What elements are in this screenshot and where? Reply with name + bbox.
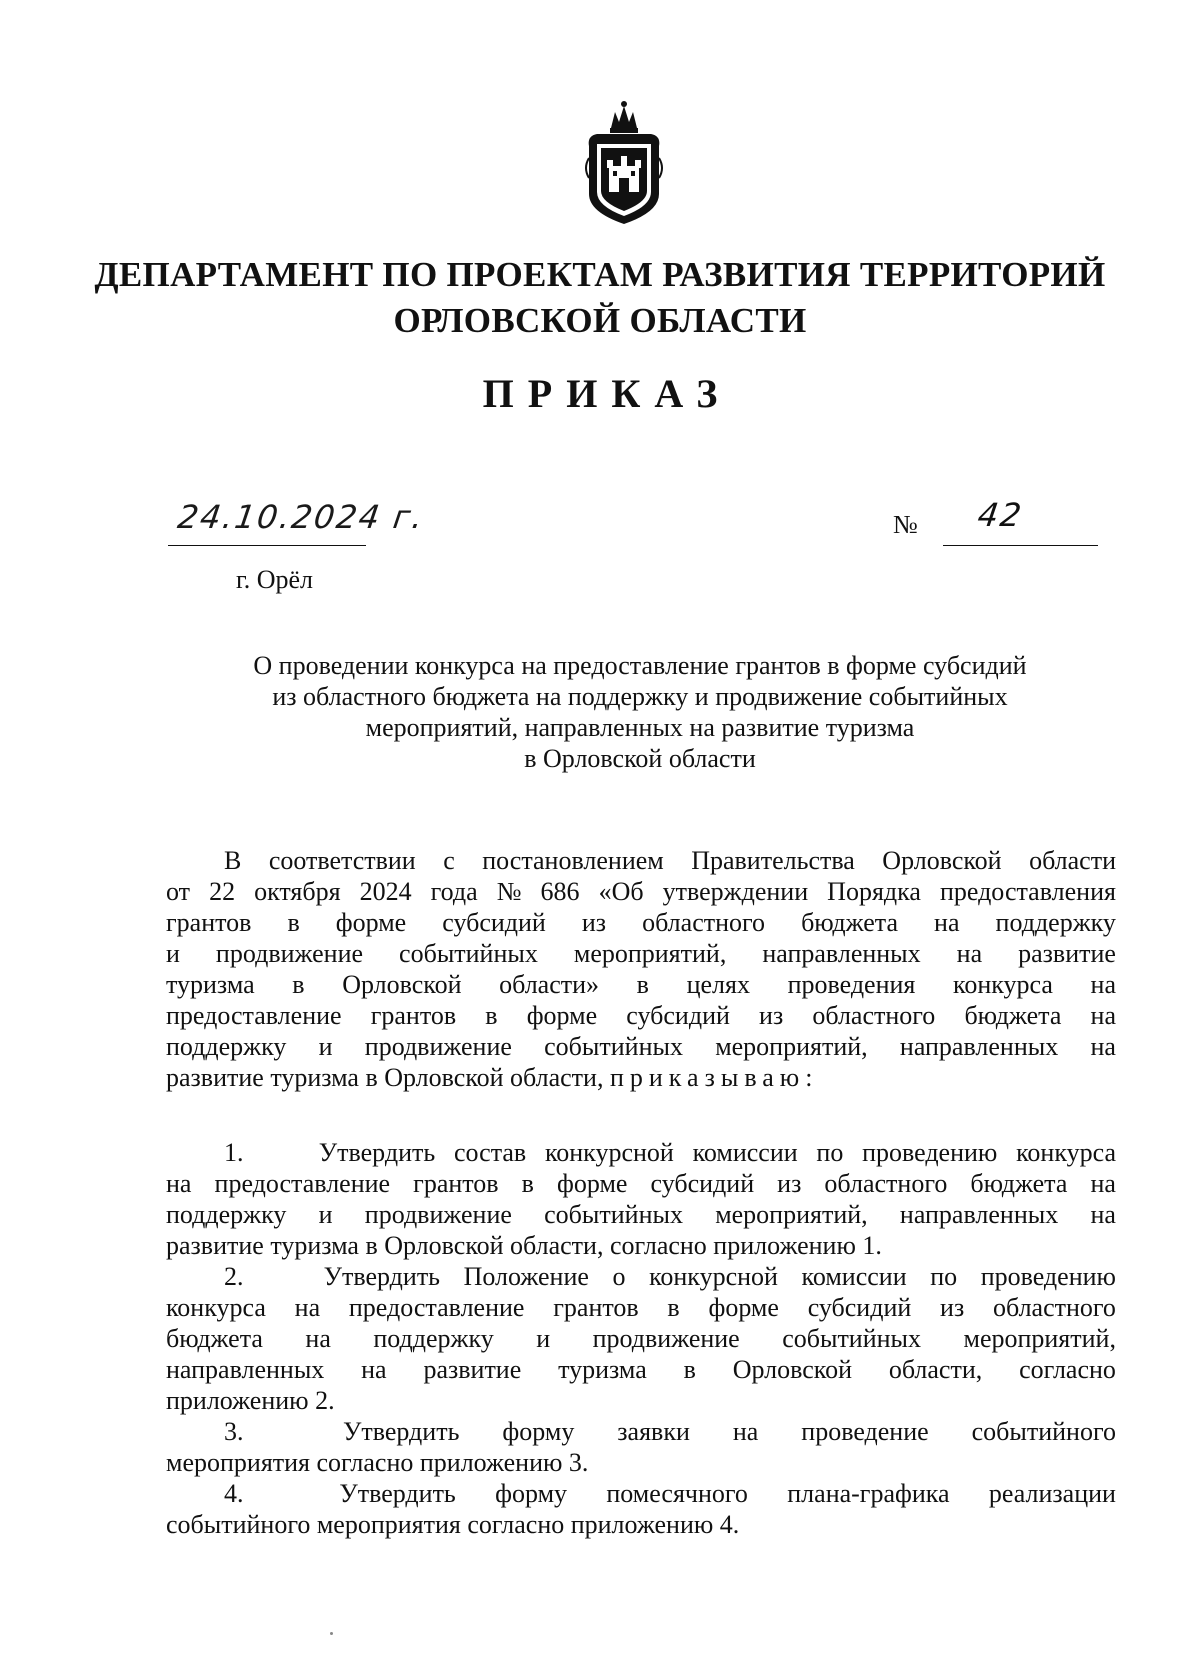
- item-2-line-4: направленных на развитие туризма в Орловской области, согласно: [166, 1355, 1116, 1384]
- subject-line-3: мероприятий, направленных на развитие туризма: [365, 713, 915, 742]
- item-line-text: приложению 2.: [166, 1386, 335, 1415]
- order-word: приказываю:: [609, 1063, 819, 1092]
- number-underline: [943, 545, 1098, 546]
- item-2-line-1: 2. Утвердить Положение о конкурсной комиссии по проведению: [224, 1262, 1116, 1291]
- item-line-text: развитие туризма в Орловской области, согласно приложению 1.: [166, 1231, 882, 1260]
- intro-line-2: от 22 октября 2024 года № 686 «Об утверждении Порядка предоставления: [166, 877, 1116, 906]
- item-number: 4.: [224, 1479, 244, 1508]
- date-field: [168, 496, 428, 546]
- handwritten-date: 24.10.2024 г.: [175, 498, 428, 536]
- item-3-line-1: 3. Утвердить форму заявки на проведение событийного: [224, 1417, 1116, 1446]
- intro-line-1: В соответствии с постановлением Правительства Орловской области: [224, 846, 1116, 875]
- item-2-line-5: [166, 1385, 1116, 1416]
- intro-line-6: предоставление грантов в форме субсидий из областного бюджета на: [166, 1001, 1116, 1030]
- handwritten-number: 42: [975, 496, 1026, 534]
- coat-of-arms-emblem: [583, 98, 665, 228]
- item-1-line-1: 1. Утвердить состав конкурсной комиссии по проведению конкурса: [224, 1138, 1116, 1167]
- subject-line-4: в Орловской области: [524, 744, 756, 773]
- city-label: г. Орёл: [236, 565, 314, 594]
- header-line-1: ДЕПАРТАМЕНТ ПО ПРОЕКТАМ РАЗВИТИЯ ТЕРРИТОРИЙ: [94, 255, 1106, 294]
- item-number: 2.: [224, 1262, 244, 1291]
- item-number: 3.: [224, 1417, 244, 1446]
- subject-line-2: из областного бюджета на поддержку и продвижение событийных: [272, 682, 1008, 711]
- item-4-line-1: 4. Утвердить форму помесячного плана-графика реализации: [224, 1479, 1116, 1508]
- item-1-line-4: [166, 1230, 1116, 1261]
- order-items: [166, 1137, 1116, 1540]
- item-2-line-3: бюджета на поддержку и продвижение событийных мероприятий,: [166, 1324, 1116, 1353]
- scan-artifact: [330, 1632, 333, 1635]
- document-type-title: ПРИКАЗ: [482, 371, 732, 416]
- number-field: [893, 496, 1103, 546]
- department-header: [0, 252, 1200, 344]
- item-1-line-3: поддержку и продвижение событийных мероприятий, направленных на: [166, 1200, 1116, 1229]
- date-underline: [168, 545, 366, 546]
- subject-line-1: О проведении конкурса на предоставление грантов в форме субсидий: [253, 651, 1027, 680]
- item-line-text: мероприятия согласно приложению 3.: [166, 1448, 589, 1477]
- item-1-line-2: на предоставление грантов в форме субсидий из областного бюджета на: [166, 1169, 1116, 1198]
- order-subject: [200, 650, 1080, 774]
- item-2-line-2: конкурса на предоставление грантов в форме субсидий из областного: [166, 1293, 1116, 1322]
- intro-paragraph: [166, 845, 1116, 1093]
- intro-line-8-start: развитие туризма в Орловской области,: [166, 1063, 610, 1092]
- item-number: 1.: [224, 1138, 244, 1167]
- item-3-line-2: [166, 1447, 1116, 1478]
- number-label: №: [893, 510, 918, 539]
- intro-line-4: и продвижение событийных мероприятий, направленных на развитие: [166, 939, 1116, 968]
- item-4-line-2: [166, 1509, 1116, 1540]
- intro-line-5: туризма в Орловской области» в целях проведения конкурса на: [166, 970, 1116, 999]
- intro-line-8: [166, 1062, 1116, 1093]
- header-line-2: ОРЛОВСКОЙ ОБЛАСТИ: [393, 301, 807, 340]
- intro-line-7: поддержку и продвижение событийных мероприятий, направленных на: [166, 1032, 1116, 1061]
- intro-line-3: грантов в форме субсидий из областного бюджета на поддержку: [166, 908, 1116, 937]
- item-line-text: событийного мероприятия согласно приложению 4.: [166, 1510, 740, 1539]
